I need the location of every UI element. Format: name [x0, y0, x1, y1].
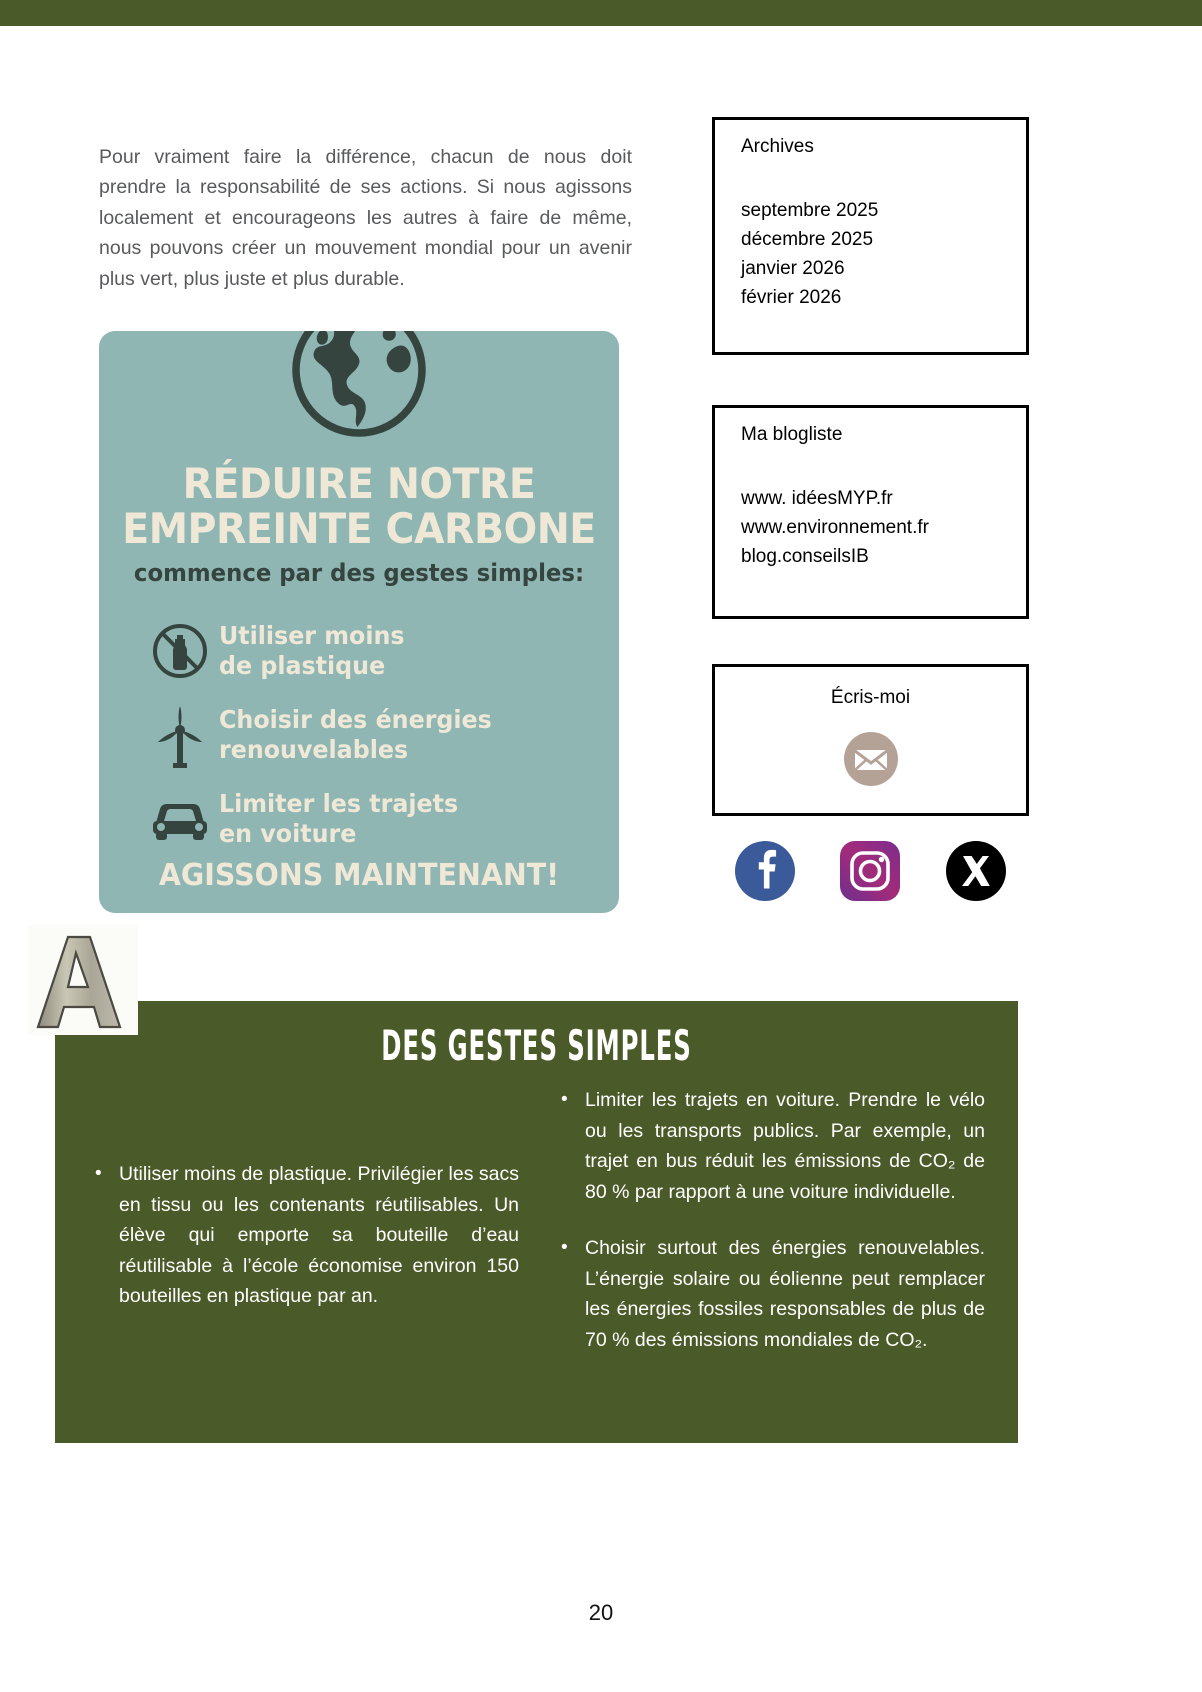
wind-turbine-icon	[141, 702, 219, 768]
blogliste-list	[741, 484, 929, 571]
archives-item[interactable]: janvier 2026	[741, 258, 845, 279]
instagram-icon[interactable]	[839, 840, 901, 902]
blogliste-link[interactable]: blog.conseilsIB	[741, 546, 869, 567]
poster-action-item	[141, 693, 581, 777]
globe-icon	[284, 331, 434, 450]
archives-item[interactable]: février 2026	[741, 287, 842, 308]
section-columns	[95, 1085, 985, 1355]
contact-widget	[712, 664, 1029, 816]
x-twitter-icon[interactable]	[945, 840, 1007, 902]
archives-list	[741, 196, 878, 312]
poster-title-line1: RÉDUIRE NOTRE	[182, 459, 536, 508]
poster-action-item	[141, 777, 581, 861]
left-column	[95, 1085, 519, 1355]
list-item: • Choisir surtout des énergies renouvelables. L’énergie solaire ou éolienne peut remplacer les énergies fossiles responsables de plus de 70 % des émissions mondiales de CO₂.	[585, 1233, 985, 1355]
top-green-banner	[0, 0, 1202, 26]
social-links	[712, 840, 1029, 902]
right-column	[561, 1085, 985, 1355]
no-plastic-bottle-icon	[141, 621, 219, 681]
poster-action-line2: renouvelables	[219, 735, 409, 764]
list-item: • Utiliser moins de plastique. Privilégier les sacs en tissu ou les contenants réutilisables. Un élève qui emporte sa bouteille d’eau réutilisable à l’école économise environ 150 bouteilles en plastique par an.	[119, 1159, 519, 1312]
intro-paragraph: Pour vraiment faire la différence, chacun de nous doit prendre la responsabilité de ses actions. Si nous agissons localement et encourageons les autres à faire de même, nous pouvons créer un mouvement mondial pour un avenir plus vert, plus juste et plus durable.	[99, 145, 632, 290]
poster-action-text	[219, 705, 492, 765]
blogliste-link[interactable]: www.environnement.fr	[741, 517, 929, 538]
poster-action-line2: de plastique	[219, 651, 386, 680]
list-item: • Limiter les trajets en voiture. Prendre le vélo ou les transports publics. Par exemple, un trajet en bus réduit les émissions de CO₂ de 80 % par rapport à une voiture individuelle.	[585, 1085, 985, 1207]
blogliste-title: Ma blogliste	[741, 424, 843, 445]
archives-item[interactable]: septembre 2025	[741, 200, 879, 221]
poster-action-line1: Choisir des énergies	[219, 705, 492, 734]
blogliste-link[interactable]: www. idéesMYP.fr	[741, 488, 893, 509]
archives-item[interactable]: décembre 2025	[741, 229, 874, 250]
archives-widget	[712, 117, 1029, 355]
car-icon	[141, 797, 219, 841]
blogliste-widget	[712, 405, 1029, 619]
decorative-drop-cap	[28, 925, 138, 1035]
poster-action-item	[141, 609, 581, 693]
poster-subtitle: commence par des gestes simples:	[133, 559, 585, 587]
poster-action-text	[219, 789, 458, 849]
page-number: 20	[588, 1600, 614, 1625]
poster-action-line2: en voiture	[219, 819, 357, 848]
contact-title: Écris-moi	[830, 687, 911, 708]
envelope-icon[interactable]	[715, 729, 1026, 789]
section-heading: DES GESTES SIMPLES	[381, 1021, 692, 1070]
left-bullet-list	[95, 1159, 519, 1312]
carbon-footprint-poster	[99, 331, 619, 913]
poster-title-line2: EMPREINTE CARBONE	[122, 504, 596, 553]
right-bullet-list	[561, 1085, 985, 1355]
des-gestes-simples-section	[55, 1001, 1018, 1443]
facebook-icon[interactable]	[734, 840, 796, 902]
poster-action-line1: Limiter les trajets	[219, 789, 459, 818]
poster-title	[115, 461, 604, 551]
poster-call-to-action: AGISSONS MAINTENANT!	[158, 858, 560, 893]
poster-action-list	[141, 609, 581, 861]
poster-action-text	[219, 621, 405, 681]
poster-action-line1: Utiliser moins	[219, 621, 405, 650]
archives-title: Archives	[741, 136, 814, 157]
